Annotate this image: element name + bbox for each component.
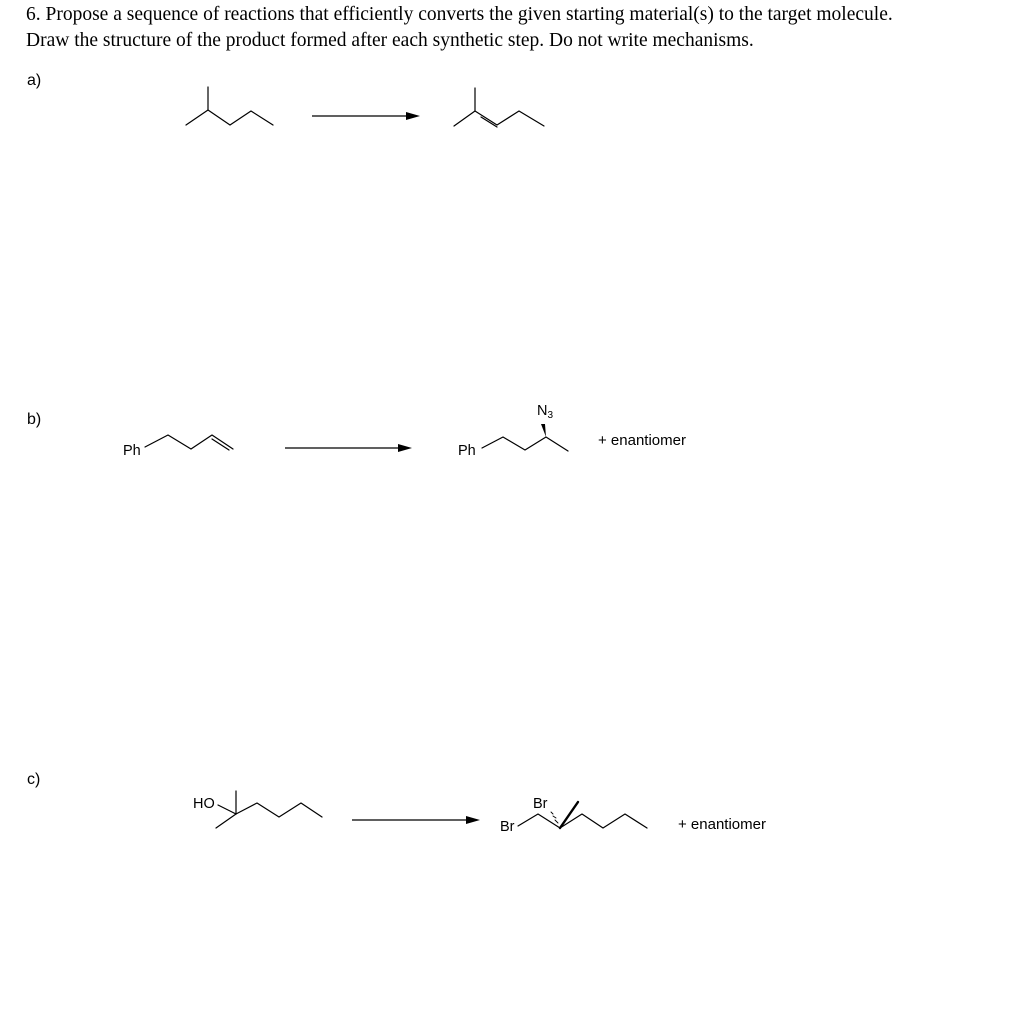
part-c-target-molecule [500,796,647,835]
part-c-hydroxyl-label: HO [193,796,215,812]
part-b-enantiomer-note: + enantiomer [598,432,686,449]
question-line-2: Draw the structure of the product formed after each synthetic step. Do not write mechanisms. [26,30,754,51]
part-b-ph-label: Ph [123,443,141,459]
part-b-target-molecule [458,403,568,459]
part-a-label: a) [27,72,42,89]
part-c-enantiomer-note: + enantiomer [678,816,766,833]
part-b-starting-material [123,435,233,459]
part-a-starting-material [186,87,273,125]
part-b-label: b) [27,411,42,428]
part-a-reaction-arrow [312,112,420,120]
part-c-bromo-label-2: Br [533,796,548,812]
question-line-1: 6. Propose a sequence of reactions that efficiently converts the given starting material(s) to the target molecule. [26,4,893,25]
part-a-target-molecule [454,88,544,127]
part-c-label: c) [27,771,41,788]
part-b-azide-label: $N_3$ [537,403,554,421]
part-c-bromo-label-1: Br [500,819,515,835]
part-b-wedge-bond [541,424,546,437]
part-c-reaction-arrow [352,816,480,824]
part-b-product-ph-label: Ph [458,443,476,459]
part-b-reaction-arrow [285,444,412,452]
part-c-starting-material [193,791,322,828]
